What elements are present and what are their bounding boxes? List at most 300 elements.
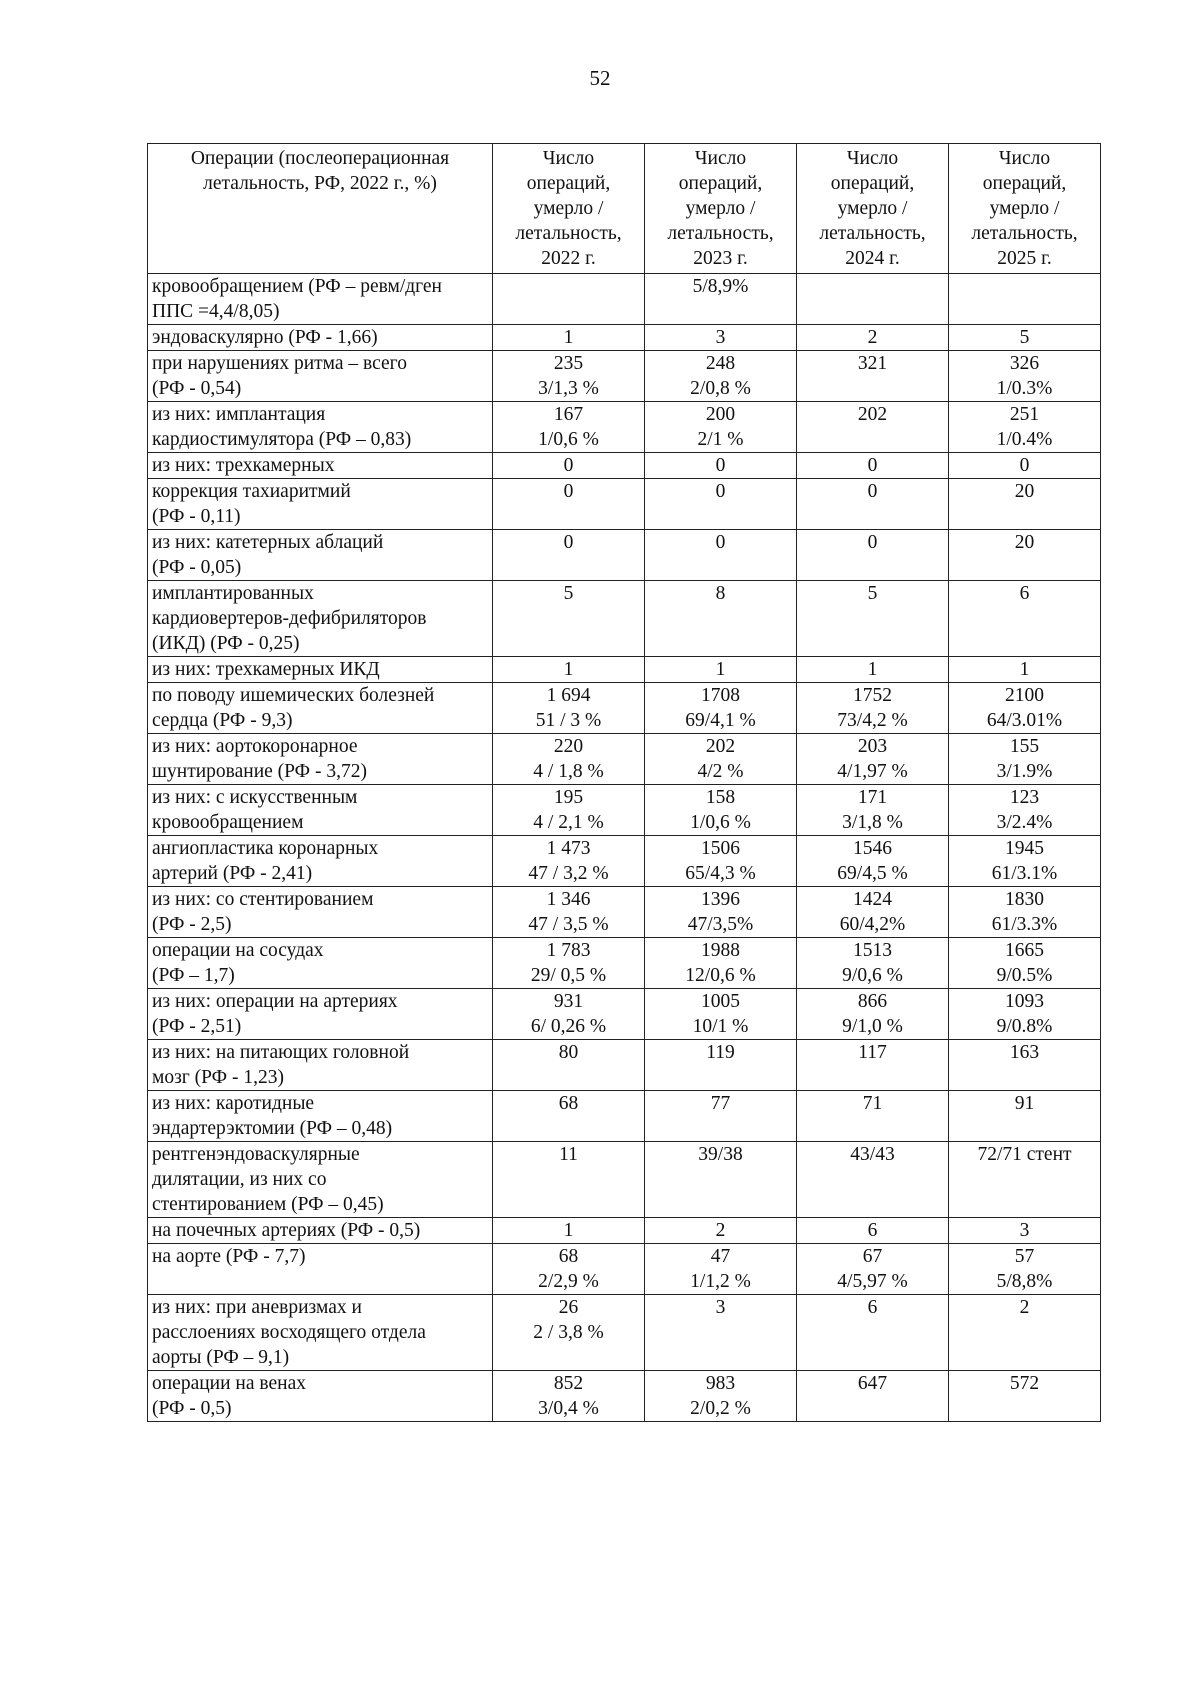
operation-name-line: кардиостимулятора (РФ – 0,83): [152, 429, 412, 450]
value-cell: [949, 351, 1101, 402]
operation-name-line: кардиовертеров-дефибриляторов: [152, 608, 427, 629]
value-line: 1: [563, 327, 574, 348]
value-line: 5: [563, 583, 574, 604]
operation-name-line: рентгенэндоваскулярные: [152, 1144, 360, 1165]
value-line: 1424: [853, 889, 892, 910]
value-cell: [493, 1040, 645, 1091]
operation-name-line: из них: имплантация: [152, 404, 326, 425]
value-line: 2: [1019, 1297, 1030, 1318]
value-line: 0: [867, 455, 878, 476]
value-line: 61/3.1%: [991, 863, 1058, 884]
value-cell: [493, 581, 645, 657]
value-cell: [493, 989, 645, 1040]
value-cell: [797, 402, 949, 453]
value-cell: [797, 734, 949, 785]
value-line: 4 / 1,8 %: [533, 761, 604, 782]
value-cell: [645, 1244, 797, 1295]
value-line: 202: [857, 404, 888, 425]
operation-name-line: ППС =4,4/8,05): [152, 301, 280, 322]
table-row: [148, 1244, 1101, 1295]
value-line: 1708: [701, 685, 740, 706]
value-cell: [493, 1142, 645, 1218]
table-body: [148, 274, 1101, 1422]
operation-name-cell: [148, 887, 493, 938]
operation-name-cell: [148, 325, 493, 351]
table-row: [148, 530, 1101, 581]
value-cell: [949, 402, 1101, 453]
value-line: 6: [867, 1220, 878, 1241]
value-line: 65/4,3 %: [685, 863, 756, 884]
operation-name-cell: [148, 657, 493, 683]
operation-name-cell: [148, 1142, 493, 1218]
value-cell: [949, 453, 1101, 479]
value-cell: [797, 785, 949, 836]
operation-name-line: стентированием (РФ – 0,45): [152, 1194, 384, 1215]
value-line: 20: [1014, 481, 1035, 502]
header-year-2023: Число операций, умерло / летальность, 2023 г.: [645, 144, 797, 274]
value-line: 5: [867, 583, 878, 604]
value-line: 1/0,6 %: [690, 812, 751, 833]
value-cell: [949, 1371, 1101, 1422]
value-cell: [493, 479, 645, 530]
value-cell: [645, 581, 797, 657]
value-cell: [493, 1091, 645, 1142]
table-row: [148, 938, 1101, 989]
operation-name-line: (РФ - 0,5): [152, 1398, 232, 1419]
value-line: 200: [705, 404, 736, 425]
header-year-2024: Число операций, умерло / летальность, 2024 г.: [797, 144, 949, 274]
header-year-2025: Число операций, умерло / летальность, 2025 г.: [949, 144, 1101, 274]
value-cell: [949, 657, 1101, 683]
value-cell: [493, 887, 645, 938]
value-line: 4/2 %: [697, 761, 744, 782]
operation-name-line: (РФ - 0,05): [152, 557, 242, 578]
value-line: 155: [1009, 736, 1040, 757]
operation-name-line: из них: трехкамерных ИКД: [152, 659, 380, 680]
value-line: 1/0,6 %: [538, 429, 599, 450]
operation-name-line: из них: со стентированием: [152, 889, 374, 910]
operation-name-line: при нарушениях ритма – всего: [152, 353, 407, 374]
operation-name-cell: [148, 836, 493, 887]
table-row: [148, 479, 1101, 530]
value-cell: [797, 657, 949, 683]
value-line: 123: [1009, 787, 1040, 808]
value-line: 10/1 %: [692, 1016, 749, 1037]
value-cell: [949, 836, 1101, 887]
value-line: 866: [857, 991, 888, 1012]
value-line: 1752: [853, 685, 892, 706]
value-cell: [645, 938, 797, 989]
value-cell: [797, 887, 949, 938]
value-line: 163: [1009, 1042, 1040, 1063]
value-cell: [949, 1218, 1101, 1244]
value-line: 69/4,1 %: [685, 710, 756, 731]
header-operation: Операции (послеоперационная летальность, РФ, 2022 г., %): [148, 144, 493, 274]
value-line: 8: [715, 583, 726, 604]
value-cell: [493, 274, 645, 325]
operation-name-cell: [148, 274, 493, 325]
value-cell: [949, 683, 1101, 734]
value-cell: [949, 581, 1101, 657]
table-header-row: [148, 144, 1101, 274]
operation-name-line: на аорте (РФ - 7,7): [152, 1246, 306, 1267]
value-line: 91: [1014, 1093, 1035, 1114]
value-line: 251: [1009, 404, 1040, 425]
value-cell: [949, 1295, 1101, 1371]
value-line: 5: [1019, 327, 1030, 348]
value-line: 2/0,2 %: [690, 1398, 751, 1419]
operation-name-line: операции на сосудах: [152, 940, 324, 961]
value-line: 9/0,6 %: [842, 965, 903, 986]
value-line: 71: [862, 1093, 883, 1114]
value-cell: [645, 683, 797, 734]
value-line: 47/3,5%: [687, 914, 754, 935]
value-cell: [645, 325, 797, 351]
value-cell: [797, 530, 949, 581]
value-cell: [797, 836, 949, 887]
value-cell: [949, 785, 1101, 836]
value-line: 26: [558, 1297, 579, 1318]
value-line: 29/ 0,5 %: [530, 965, 607, 986]
operation-name-line: из них: операции на артериях: [152, 991, 398, 1012]
value-cell: [949, 1142, 1101, 1218]
value-line: 1988: [701, 940, 740, 961]
operation-name-cell: [148, 1371, 493, 1422]
value-cell: [645, 1371, 797, 1422]
value-cell: [493, 402, 645, 453]
operation-name-cell: [148, 989, 493, 1040]
table-row: [148, 453, 1101, 479]
operation-name-line: из них: трехкамерных: [152, 455, 335, 476]
value-line: 572: [1009, 1373, 1040, 1394]
operation-name-cell: [148, 402, 493, 453]
value-cell: [493, 683, 645, 734]
value-cell: [797, 683, 949, 734]
operation-name-cell: [148, 1295, 493, 1371]
value-line: 1 783: [546, 940, 591, 961]
value-line: 0: [715, 455, 726, 476]
value-cell: [493, 938, 645, 989]
value-line: 202: [705, 736, 736, 757]
value-line: 321: [857, 353, 888, 374]
table-row: [148, 274, 1101, 325]
value-line: 119: [706, 1042, 735, 1063]
value-line: 6: [1019, 583, 1030, 604]
operation-name-cell: [148, 351, 493, 402]
value-cell: [645, 989, 797, 1040]
operation-name-line: (РФ - 2,5): [152, 914, 232, 935]
value-line: 6/ 0,26 %: [530, 1016, 607, 1037]
value-line: 0: [715, 481, 726, 502]
operation-name-line: коррекция тахиаритмий: [152, 481, 351, 502]
value-line: 47: [710, 1246, 731, 1267]
value-line: 3/1.9%: [996, 761, 1053, 782]
value-line: 2: [715, 1220, 726, 1241]
value-line: 3: [715, 1297, 726, 1318]
value-cell: [645, 1091, 797, 1142]
value-cell: [493, 1244, 645, 1295]
value-cell: [797, 1371, 949, 1422]
table-row: [148, 989, 1101, 1040]
value-line: 11: [559, 1144, 578, 1165]
value-cell: [797, 938, 949, 989]
value-cell: [493, 453, 645, 479]
value-cell: [797, 325, 949, 351]
value-cell: [493, 325, 645, 351]
table-row: [148, 351, 1101, 402]
value-line: 1665: [1005, 940, 1044, 961]
value-line: 0: [1019, 455, 1030, 476]
value-line: 1513: [853, 940, 892, 961]
value-line: 1: [715, 659, 726, 680]
value-line: 1093: [1005, 991, 1044, 1012]
value-line: 1 473: [546, 838, 591, 859]
value-line: 1: [867, 659, 878, 680]
value-line: 6: [867, 1297, 878, 1318]
operation-name-line: по поводу ишемических болезней: [152, 685, 435, 706]
value-cell: [645, 887, 797, 938]
table-row: [148, 836, 1101, 887]
operation-name-line: из них: каротидные: [152, 1093, 315, 1114]
value-line: 647: [857, 1373, 888, 1394]
value-line: 2/1 %: [697, 429, 744, 450]
table-row: [148, 1218, 1101, 1244]
value-cell: [949, 734, 1101, 785]
value-line: 248: [705, 353, 736, 374]
value-cell: [797, 989, 949, 1040]
value-line: 1945: [1005, 838, 1044, 859]
value-line: 2/0,8 %: [690, 378, 751, 399]
value-line: 1830: [1005, 889, 1044, 910]
value-cell: [797, 351, 949, 402]
value-line: 203: [857, 736, 888, 757]
operation-name-line: из них: при аневризмах и: [152, 1297, 362, 1318]
value-line: 39/38: [698, 1144, 743, 1165]
operation-name-line: (РФ - 0,54): [152, 378, 242, 399]
operation-name-line: (ИКД) (РФ - 0,25): [152, 633, 300, 654]
value-cell: [949, 274, 1101, 325]
operation-name-line: из них: с искусственным: [152, 787, 358, 808]
value-line: 1546: [853, 838, 892, 859]
value-line: 0: [715, 532, 726, 553]
value-line: 4/5,97 %: [837, 1271, 908, 1292]
operation-name-cell: [148, 530, 493, 581]
value-cell: [797, 1142, 949, 1218]
value-cell: [949, 1244, 1101, 1295]
value-line: 0: [867, 532, 878, 553]
value-line: 3/1,3 %: [538, 378, 599, 399]
value-cell: [493, 785, 645, 836]
value-line: 3/0,4 %: [538, 1398, 599, 1419]
value-line: 1 694: [546, 685, 591, 706]
value-cell: [493, 836, 645, 887]
value-cell: [949, 938, 1101, 989]
value-line: 852: [553, 1373, 584, 1394]
value-cell: [797, 1091, 949, 1142]
value-cell: [493, 1371, 645, 1422]
operation-name-line: сердца (РФ - 9,3): [152, 710, 293, 731]
value-cell: [797, 1244, 949, 1295]
value-cell: [645, 1142, 797, 1218]
operation-name-line: эндоваскулярно (РФ - 1,66): [152, 327, 378, 348]
value-line: 983: [705, 1373, 736, 1394]
value-line: 1/0.3%: [996, 378, 1053, 399]
table-row: [148, 1295, 1101, 1371]
table-row: [148, 734, 1101, 785]
value-cell: [493, 734, 645, 785]
operation-name-line: артерий (РФ - 2,41): [152, 863, 313, 884]
value-cell: [645, 402, 797, 453]
value-cell: [645, 453, 797, 479]
operation-name-line: имплантированных: [152, 583, 314, 604]
operation-name-line: (РФ - 2,51): [152, 1016, 242, 1037]
value-line: 60/4,2%: [839, 914, 906, 935]
operation-name-line: ангиопластика коронарных: [152, 838, 379, 859]
value-line: 1 346: [546, 889, 591, 910]
value-cell: [949, 887, 1101, 938]
value-line: 4/1,97 %: [837, 761, 908, 782]
operation-name-cell: [148, 785, 493, 836]
operation-name-cell: [148, 479, 493, 530]
value-cell: [797, 1218, 949, 1244]
table-row: [148, 657, 1101, 683]
value-cell: [797, 1295, 949, 1371]
value-line: 2: [867, 327, 878, 348]
value-cell: [949, 989, 1101, 1040]
value-line: 57: [1014, 1246, 1035, 1267]
value-cell: [797, 479, 949, 530]
value-line: 47 / 3,5 %: [528, 914, 609, 935]
value-cell: [645, 479, 797, 530]
value-cell: [949, 1040, 1101, 1091]
operation-name-cell: [148, 1218, 493, 1244]
table-row: [148, 1142, 1101, 1218]
value-line: 117: [858, 1042, 887, 1063]
value-line: 1005: [701, 991, 740, 1012]
value-line: 2100: [1005, 685, 1044, 706]
table-row: [148, 1371, 1101, 1422]
value-cell: [949, 530, 1101, 581]
value-line: 5/8,8%: [996, 1271, 1053, 1292]
value-line: 1: [1019, 659, 1030, 680]
value-line: 0: [563, 532, 574, 553]
value-cell: [949, 325, 1101, 351]
value-line: 4 / 2,1 %: [533, 812, 604, 833]
value-line: 171: [857, 787, 888, 808]
value-line: 2 / 3,8 %: [533, 1322, 604, 1343]
operation-name-line: кровообращением: [152, 812, 304, 833]
operation-name-cell: [148, 734, 493, 785]
value-cell: [645, 1295, 797, 1371]
value-line: 1/0.4%: [996, 429, 1053, 450]
value-cell: [645, 530, 797, 581]
operation-name-line: дилятации, из них со: [152, 1169, 327, 1190]
operation-name-line: шунтирование (РФ - 3,72): [152, 761, 367, 782]
value-cell: [645, 1218, 797, 1244]
value-cell: [493, 1295, 645, 1371]
value-line: 0: [867, 481, 878, 502]
operation-name-line: кровообращением (РФ – ревм/дген: [152, 276, 442, 297]
operation-name-line: аорты (РФ – 9,1): [152, 1347, 290, 1368]
operation-name-cell: [148, 683, 493, 734]
table-row: [148, 1091, 1101, 1142]
operation-name-line: на почечных артериях (РФ - 0,5): [152, 1220, 421, 1241]
value-line: 68: [558, 1093, 579, 1114]
value-line: 0: [563, 455, 574, 476]
value-line: 195: [553, 787, 584, 808]
value-line: 20: [1014, 532, 1035, 553]
operations-table: [147, 143, 1101, 1422]
operation-name-cell: [148, 1244, 493, 1295]
value-line: 158: [705, 787, 736, 808]
value-line: 9/0.5%: [996, 965, 1053, 986]
table-row: [148, 1040, 1101, 1091]
operation-name-line: из них: аортокоронарное: [152, 736, 358, 757]
value-line: 12/0,6 %: [685, 965, 756, 986]
value-line: 47 / 3,2 %: [528, 863, 609, 884]
value-line: 73/4,2 %: [837, 710, 908, 731]
operation-name-line: операции на венах: [152, 1373, 306, 1394]
operation-name-line: (РФ - 0,11): [152, 506, 241, 527]
operation-name-line: (РФ – 1,7): [152, 965, 235, 986]
value-line: 3/2.4%: [996, 812, 1053, 833]
value-line: 1506: [701, 838, 740, 859]
value-cell: [493, 1218, 645, 1244]
value-cell: [949, 479, 1101, 530]
value-line: 9/1,0 %: [842, 1016, 903, 1037]
value-cell: [645, 1040, 797, 1091]
value-cell: [797, 581, 949, 657]
value-line: 931: [553, 991, 584, 1012]
operation-name-cell: [148, 1091, 493, 1142]
operation-name-cell: [148, 1040, 493, 1091]
table-row: [148, 785, 1101, 836]
value-cell: [645, 274, 797, 325]
value-cell: [493, 657, 645, 683]
value-line: 1: [563, 659, 574, 680]
value-line: 64/3.01%: [986, 710, 1063, 731]
value-line: 2/2,9 %: [538, 1271, 599, 1292]
operation-name-cell: [148, 581, 493, 657]
value-line: 3: [715, 327, 726, 348]
table-row: [148, 325, 1101, 351]
value-cell: [645, 351, 797, 402]
value-line: 68: [558, 1246, 579, 1267]
value-line: 1: [563, 1220, 574, 1241]
operation-name-line: из них: на питающих головной: [152, 1042, 410, 1063]
value-line: 235: [553, 353, 584, 374]
value-line: 51 / 3 %: [535, 710, 602, 731]
operation-name-cell: [148, 453, 493, 479]
value-cell: [493, 530, 645, 581]
operation-name-line: из них: катетерных аблаций: [152, 532, 384, 553]
value-cell: [949, 1091, 1101, 1142]
value-line: 43/43: [850, 1144, 895, 1165]
value-line: 72/71 стент: [977, 1144, 1072, 1165]
value-cell: [797, 1040, 949, 1091]
operation-name-line: расслоениях восходящего отдела: [152, 1322, 426, 1343]
value-line: 80: [558, 1042, 579, 1063]
operation-name-line: мозг (РФ - 1,23): [152, 1067, 284, 1088]
value-cell: [797, 274, 949, 325]
value-line: 326: [1009, 353, 1040, 374]
value-line: 220: [553, 736, 584, 757]
value-line: 67: [862, 1246, 883, 1267]
value-cell: [493, 351, 645, 402]
value-cell: [645, 785, 797, 836]
table-row: [148, 683, 1101, 734]
value-line: 0: [563, 481, 574, 502]
